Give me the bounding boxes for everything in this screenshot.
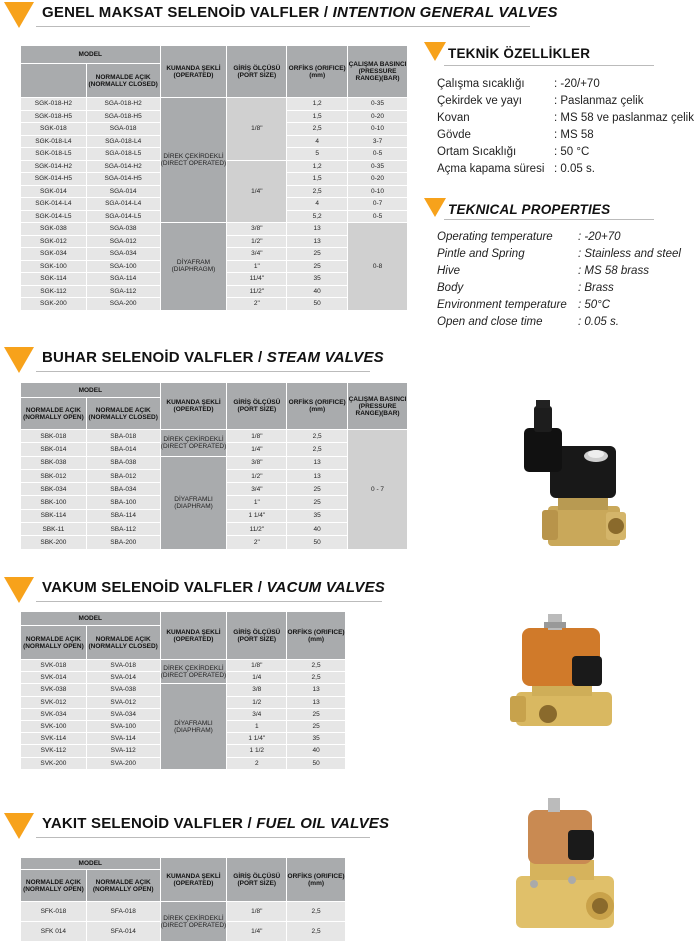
model-nc-cell: SGA-014-H5 (86, 173, 160, 186)
steam-valves-table (20, 382, 408, 550)
model-nc-cell: SGA-014 (86, 185, 160, 198)
port-cell: 1/4 (227, 672, 287, 684)
orifice-cell: 25 (287, 496, 348, 509)
spec-value: : MS 58 ve paslanmaz çelik (554, 112, 694, 124)
orifice-cell: 2,5 (287, 902, 346, 922)
model-nc-cell: SBA-112 (86, 523, 160, 536)
model-no-cell: SGK-018-L4 (21, 135, 87, 148)
orifice-cell: 25 (287, 720, 346, 732)
port-cell: 2 (227, 757, 287, 769)
orifice-cell: 4 (287, 135, 348, 148)
col-header-pressure: ÇALIŞMA BASINCI (PRESSURE RANGE)(BAR) (348, 383, 408, 430)
specs-en-title: TEKNICAL PROPERTIES (448, 202, 611, 217)
spec-row (437, 78, 699, 95)
orifice-cell: 13 (287, 235, 348, 248)
model-nc-cell: SGA-018-L5 (86, 148, 160, 161)
port-cell: 3/4" (227, 483, 287, 496)
model-no-cell: SVK-112 (21, 745, 87, 757)
port-cell: 1" (227, 260, 287, 273)
model-no-cell: SGK-034 (21, 248, 87, 261)
model-nc-cell: SVA-112 (86, 745, 160, 757)
spec-label: Hive (437, 265, 461, 277)
col-header-nc: NORMALDE AÇIK (NORMALLY CLOSED) (86, 64, 160, 98)
model-nc-cell: SVA-038 (86, 684, 160, 696)
spec-value: : Brass (578, 282, 614, 294)
spec-row (437, 282, 699, 299)
col-header-no: NORMALDE AÇIK (NORMALLY OPEN) (21, 626, 87, 660)
model-nc-cell: SVA-034 (86, 708, 160, 720)
model-nc-cell: SGA-018-L4 (86, 135, 160, 148)
model-no-cell: SGK-014-L5 (21, 210, 87, 223)
orifice-cell: 35 (287, 733, 346, 745)
divider (36, 601, 382, 602)
pressure-cell: 0-8 (348, 223, 408, 311)
model-nc-cell: SVA-100 (86, 720, 160, 732)
model-no-cell: SGK-114 (21, 273, 87, 286)
table-row (21, 684, 346, 696)
col-header-model: MODEL (21, 46, 161, 64)
model-no-cell: SGK-018 (21, 123, 87, 136)
model-no-cell: SBK-038 (21, 456, 87, 469)
orifice-cell: 4 (287, 198, 348, 211)
port-cell: 1 1/4" (227, 509, 287, 522)
model-no-cell: SGK-012 (21, 235, 87, 248)
orifice-cell: 40 (287, 285, 348, 298)
model-nc-cell: SGA-200 (86, 298, 160, 311)
spec-label: Pintle and Spring (437, 248, 525, 260)
model-nc-cell: SBA-200 (86, 536, 160, 549)
operated-cell: DİREK ÇEKİRDEKLİ (DIRECT OPERATED) (160, 902, 227, 942)
triangle-marker-icon (424, 42, 446, 61)
model-nc-cell: SFA-018 (86, 902, 160, 922)
port-cell: 1/8" (227, 98, 287, 161)
port-cell: 2" (227, 536, 287, 549)
spec-row (437, 299, 699, 316)
model-no-cell: SBK-114 (21, 509, 87, 522)
spec-value: : Stainless and steel (578, 248, 681, 260)
divider (444, 219, 654, 220)
divider (36, 26, 530, 27)
model-no-cell: SVK-012 (21, 696, 87, 708)
model-no-cell: SGK-014-L4 (21, 198, 87, 211)
spec-value: : 0.05 s. (554, 163, 595, 175)
steam-valve-image (500, 398, 630, 548)
operated-cell: DİYAFRAMLI (DIAPHRAM) (160, 456, 227, 549)
vacuum-valve-image (508, 610, 618, 730)
spec-label: Kovan (437, 112, 470, 124)
section-title: VAKUM SELENOİD VALFLER / VACUM VALVES (42, 579, 385, 596)
triangle-marker-icon (4, 577, 34, 603)
model-nc-cell: SGA-018-H5 (86, 110, 160, 123)
model-nc-cell: SVA-114 (86, 733, 160, 745)
model-nc-cell: SGA-018-H2 (86, 98, 160, 111)
port-cell: 1/4" (227, 922, 287, 942)
orifice-cell: 13 (287, 456, 348, 469)
model-no-cell: SVK-018 (21, 660, 87, 672)
col-header-pressure: ÇALIŞMA BASINCI (PRESSURE RANGE)(BAR) (348, 46, 408, 98)
port-cell: 11/2" (227, 285, 287, 298)
col-header-model: MODEL (21, 383, 161, 398)
pressure-cell: 3-7 (348, 135, 408, 148)
divider (36, 837, 370, 838)
model-no-cell: SBK-034 (21, 483, 87, 496)
orifice-cell: 40 (287, 523, 348, 536)
orifice-cell: 2,5 (287, 672, 346, 684)
orifice-cell: 25 (287, 248, 348, 261)
model-no-cell: SGK-014-H5 (21, 173, 87, 186)
table-row (21, 660, 346, 672)
model-no-cell: SGK-014-H2 (21, 160, 87, 173)
col-header-orifice: ORFİKS (ORIFICE) (mm) (287, 383, 348, 430)
orifice-cell: 2,5 (287, 185, 348, 198)
spec-value: : -20/+70 (554, 78, 600, 90)
fuel-valves-table (20, 857, 346, 942)
table-row (21, 902, 346, 922)
spec-row (437, 231, 699, 248)
col-header-port: GİRİŞ ÖLÇÜSÜ (PORT SIZE) (227, 383, 287, 430)
orifice-cell: 13 (287, 684, 346, 696)
model-no-cell: SGK-018-H2 (21, 98, 87, 111)
pressure-cell: 0-10 (348, 185, 408, 198)
model-nc-cell: SVA-200 (86, 757, 160, 769)
operated-cell: DİYAFRAMLI (DIAPHRAM) (160, 684, 227, 769)
model-nc-cell: SVA-018 (86, 660, 160, 672)
orifice-cell: 2,5 (287, 430, 348, 443)
spec-label: Çalışma sıcaklığı (437, 78, 525, 90)
orifice-cell: 13 (287, 223, 348, 236)
model-nc-cell: SGA-100 (86, 260, 160, 273)
col-header-orifice: ORFİKS (ORIFICE) (mm) (287, 612, 346, 660)
spec-row (437, 146, 699, 163)
port-cell: 2" (227, 298, 287, 311)
col-header-no: NORMALDE AÇIK (NORMALLY OPEN) (21, 398, 87, 430)
col-header-port: GİRİŞ ÖLÇÜSÜ (PORT SIZE) (227, 858, 287, 902)
model-no-cell: SFK-018 (21, 902, 87, 922)
table-row (21, 223, 408, 236)
model-nc-cell: SGA-014-L4 (86, 198, 160, 211)
orifice-cell: 50 (287, 298, 348, 311)
port-cell: 3/4 (227, 708, 287, 720)
col-header-model: MODEL (21, 858, 161, 870)
orifice-cell: 2,5 (287, 922, 346, 942)
triangle-marker-icon (4, 2, 34, 28)
spec-value: : 50°C (578, 299, 611, 311)
orifice-cell: 1,2 (287, 98, 348, 111)
port-cell: 1/4" (227, 443, 287, 456)
model-nc-cell: SFA-014 (86, 922, 160, 942)
model-nc-cell: SBA-018 (86, 430, 160, 443)
orifice-cell: 40 (287, 745, 346, 757)
orifice-cell: 50 (287, 757, 346, 769)
col-header-operated: KUMANDA ŞEKLİ (OPERATED) (160, 858, 227, 902)
pressure-cell: 0 - 7 (348, 430, 408, 550)
col-header-model: MODEL (21, 612, 161, 626)
col-header-nc: NORMALDE AÇIK (NORMALLY CLOSED) (86, 398, 160, 430)
table-row (21, 430, 408, 443)
pressure-cell: 0-35 (348, 160, 408, 173)
spec-label: Operating temperature (437, 231, 553, 243)
port-cell: 11/2" (227, 523, 287, 536)
col-header-operated: KUMANDA ŞEKLİ (OPERATED) (160, 383, 227, 430)
pressure-cell: 0-20 (348, 173, 408, 186)
port-cell: 1/2" (227, 469, 287, 482)
port-cell: 1/4" (227, 160, 287, 223)
orifice-cell: 1,5 (287, 110, 348, 123)
port-cell: 1/2 (227, 696, 287, 708)
operated-cell: DİYAFRAM (DIAPHRAGM) (160, 223, 227, 311)
model-no-cell: SBK-014 (21, 443, 87, 456)
col-header-nc: NORMALDE AÇIK (NORMALLY CLOSED) (86, 626, 160, 660)
pressure-cell: 0-35 (348, 98, 408, 111)
col-header-orifice: ORFİKS (ORIFICE) (mm) (287, 858, 346, 902)
model-nc-cell: SGA-038 (86, 223, 160, 236)
general-valves-table (20, 45, 408, 311)
section-title: GENEL MAKSAT SELENOİD VALFLER / INTENTION GENERAL VALVES (42, 4, 558, 21)
port-cell: 1" (227, 496, 287, 509)
spec-row (437, 129, 699, 146)
spec-row (437, 316, 699, 333)
model-no-cell: SGK-014 (21, 185, 87, 198)
model-no-cell: SGK-038 (21, 223, 87, 236)
spec-row (437, 163, 699, 180)
spec-value: : -20+70 (578, 231, 621, 243)
triangle-marker-icon (4, 813, 34, 839)
port-cell: 3/8" (227, 223, 287, 236)
spec-label: Environment temperature (437, 299, 567, 311)
col-header-no (21, 64, 87, 98)
spec-row (437, 95, 699, 112)
orifice-cell: 35 (287, 509, 348, 522)
model-no-cell: SGK-018-L5 (21, 148, 87, 161)
orifice-cell: 25 (287, 483, 348, 496)
spec-row (437, 265, 699, 282)
col-header-nc: NORMALDE AÇIK (NORMALLY OPEN) (86, 870, 160, 902)
model-nc-cell: SGA-034 (86, 248, 160, 261)
table-row (21, 98, 408, 111)
model-nc-cell: SGA-018 (86, 123, 160, 136)
model-no-cell: SVK-038 (21, 684, 87, 696)
operated-cell: DİREK ÇEKİRDEKLİ (DIRECT OPERATED) (160, 430, 227, 457)
model-no-cell: SGK-100 (21, 260, 87, 273)
model-no-cell: SVK-100 (21, 720, 87, 732)
specs-tr-list (437, 78, 699, 180)
model-nc-cell: SVA-012 (86, 696, 160, 708)
spec-label: Open and close time (437, 316, 543, 328)
model-no-cell: SVK-014 (21, 672, 87, 684)
spec-row (437, 112, 699, 129)
model-no-cell: SVK-114 (21, 733, 87, 745)
orifice-cell: 1,2 (287, 160, 348, 173)
spec-value: : Paslanmaz çelik (554, 95, 644, 107)
model-no-cell: SBK-11 (21, 523, 87, 536)
orifice-cell: 25 (287, 260, 348, 273)
model-nc-cell: SGA-014-L5 (86, 210, 160, 223)
orifice-cell: 2,5 (287, 443, 348, 456)
port-cell: 11/4" (227, 273, 287, 286)
spec-label: Body (437, 282, 464, 294)
spec-label: Ortam Sıcaklığı (437, 146, 517, 158)
port-cell: 1/8" (227, 902, 287, 922)
orifice-cell: 50 (287, 536, 348, 549)
operated-cell: DİREK ÇEKİRDEKLİ (DIRECT OPERATED) (160, 98, 227, 223)
col-header-port: GİRİŞ ÖLÇÜSÜ (PORT SIZE) (227, 46, 287, 98)
spec-value: : MS 58 brass (578, 265, 649, 277)
model-no-cell: SGK-200 (21, 298, 87, 311)
orifice-cell: 25 (287, 708, 346, 720)
model-nc-cell: SBA-038 (86, 456, 160, 469)
spec-label: Açma kapama süresi (437, 163, 545, 175)
spec-row (437, 248, 699, 265)
model-no-cell: SFK 014 (21, 922, 87, 942)
pressure-cell: 0-5 (348, 210, 408, 223)
model-nc-cell: SGA-014-H2 (86, 160, 160, 173)
port-cell: 1/2" (227, 235, 287, 248)
orifice-cell: 35 (287, 273, 348, 286)
model-nc-cell: SGA-114 (86, 273, 160, 286)
model-no-cell: SGK-112 (21, 285, 87, 298)
col-header-orifice: ORFİKS (ORIFICE) (mm) (287, 46, 348, 98)
port-cell: 1/8" (227, 430, 287, 443)
divider (36, 371, 370, 372)
specs-tr-title: TEKNİK ÖZELLİKLER (448, 46, 591, 61)
model-nc-cell: SBA-100 (86, 496, 160, 509)
model-nc-cell: SVA-014 (86, 672, 160, 684)
port-cell: 1 1/4" (227, 733, 287, 745)
orifice-cell: 2,5 (287, 123, 348, 136)
triangle-marker-icon (4, 347, 34, 373)
port-cell: 1 (227, 720, 287, 732)
spec-label: Çekirdek ve yayı (437, 95, 523, 107)
port-cell: 3/4" (227, 248, 287, 261)
model-no-cell: SGK-018-H5 (21, 110, 87, 123)
orifice-cell: 2,5 (287, 660, 346, 672)
orifice-cell: 5,2 (287, 210, 348, 223)
section-title: BUHAR SELENOİD VALFLER / STEAM VALVES (42, 349, 384, 366)
pressure-cell: 0-5 (348, 148, 408, 161)
model-no-cell: SVK-200 (21, 757, 87, 769)
model-no-cell: SBK-200 (21, 536, 87, 549)
port-cell: 1 1/2 (227, 745, 287, 757)
fuel-valve-image (510, 796, 620, 936)
model-no-cell: SBK-018 (21, 430, 87, 443)
model-no-cell: SBK-012 (21, 469, 87, 482)
section-title: YAKIT SELENOİD VALFLER / FUEL OIL VALVES (42, 815, 390, 832)
model-nc-cell: SBA-012 (86, 469, 160, 482)
col-header-port: GİRİŞ ÖLÇÜSÜ (PORT SIZE) (227, 612, 287, 660)
spec-value: : MS 58 (554, 129, 594, 141)
model-no-cell: SBK-100 (21, 496, 87, 509)
spec-label: Gövde (437, 129, 471, 141)
model-no-cell: SVK-034 (21, 708, 87, 720)
port-cell: 3/8 (227, 684, 287, 696)
specs-en-list (437, 231, 699, 333)
orifice-cell: 1,5 (287, 173, 348, 186)
divider (444, 65, 654, 66)
spec-value: : 50 °C (554, 146, 590, 158)
port-cell: 3/8" (227, 456, 287, 469)
spec-value: : 0.05 s. (578, 316, 619, 328)
triangle-marker-icon (424, 198, 446, 217)
operated-cell: DİREK ÇEKİRDEKLİ (DIRECT OPERATED) (160, 660, 227, 684)
col-header-no: NORMALDE AÇIK (NORMALLY OPEN) (21, 870, 87, 902)
pressure-cell: 0-10 (348, 123, 408, 136)
vacuum-valves-table (20, 611, 346, 770)
port-cell: 1/8" (227, 660, 287, 672)
model-nc-cell: SGA-012 (86, 235, 160, 248)
orifice-cell: 5 (287, 148, 348, 161)
orifice-cell: 13 (287, 696, 346, 708)
pressure-cell: 0-20 (348, 110, 408, 123)
col-header-operated: KUMANDA ŞEKLİ (OPERATED) (160, 612, 227, 660)
model-nc-cell: SBA-014 (86, 443, 160, 456)
pressure-cell: 0-7 (348, 198, 408, 211)
model-nc-cell: SGA-112 (86, 285, 160, 298)
orifice-cell: 13 (287, 469, 348, 482)
model-nc-cell: SBA-034 (86, 483, 160, 496)
model-nc-cell: SBA-114 (86, 509, 160, 522)
col-header-operated: KUMANDA ŞEKLİ (OPERATED) (160, 46, 227, 98)
